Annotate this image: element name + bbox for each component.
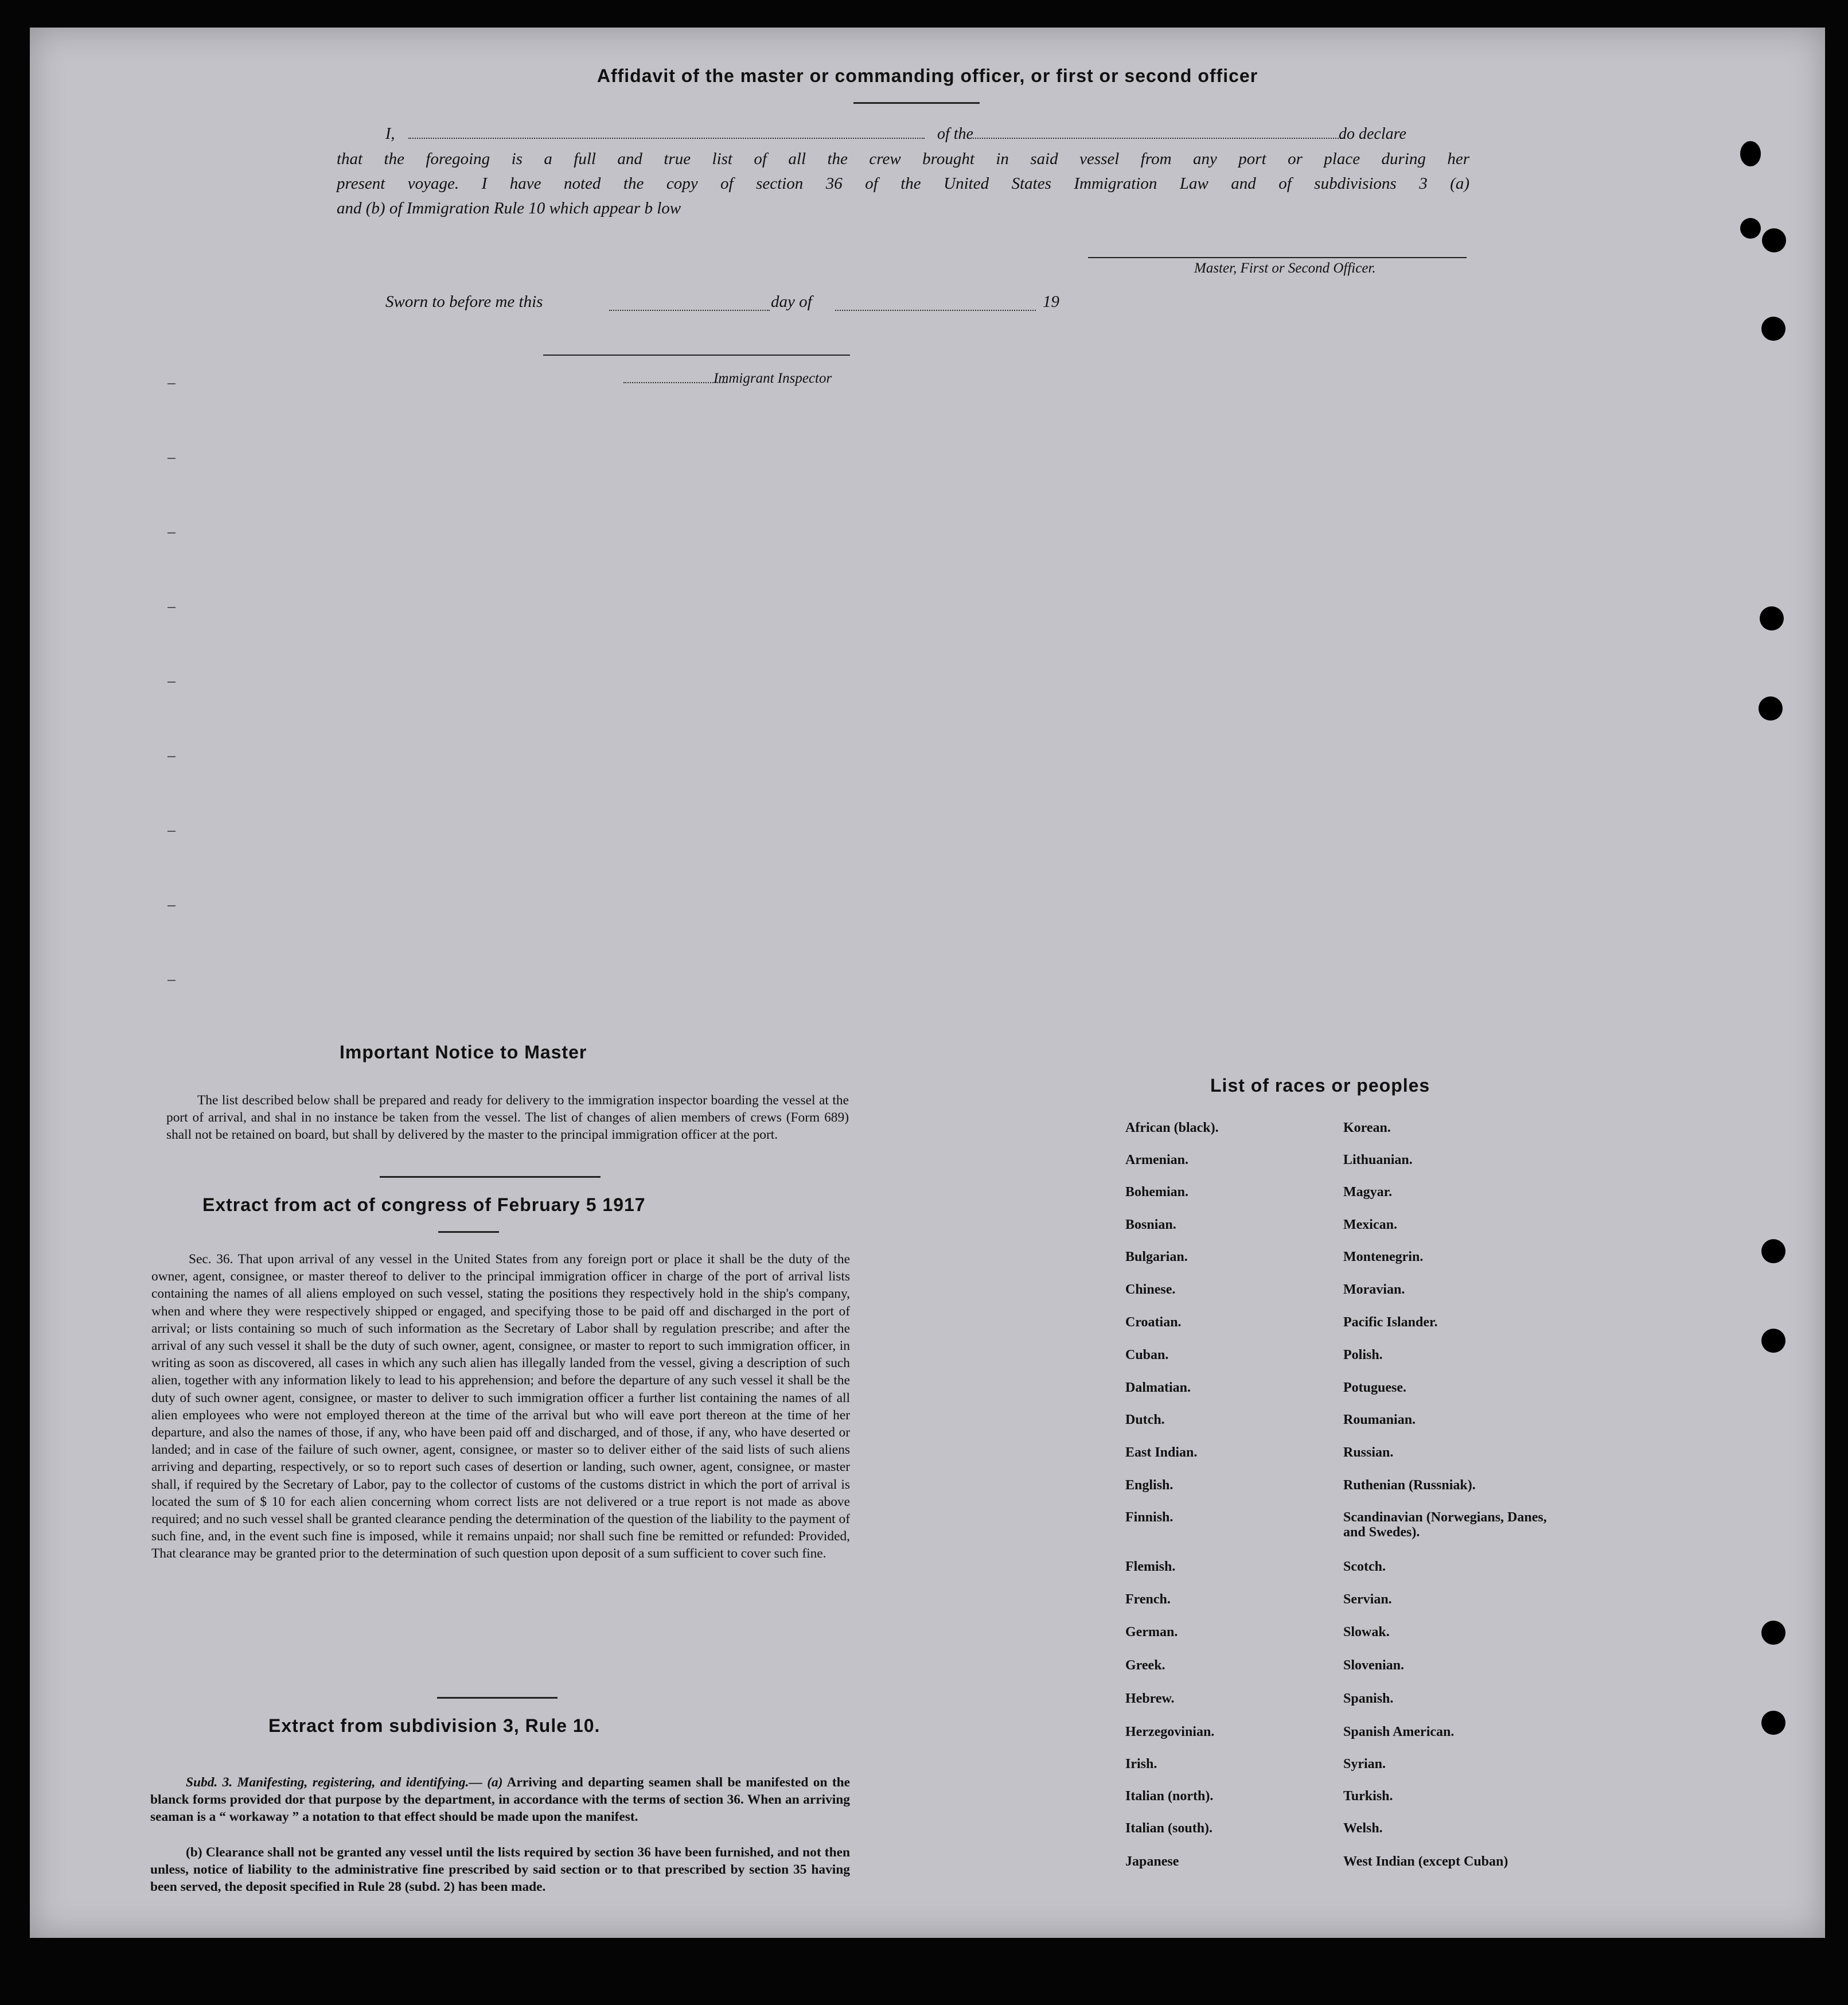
margin-tick	[167, 607, 176, 608]
rule-para-a-text: Arriving and departing seamen shall be manifested on the blanck forms provided dor that purpose by the department, in accordance with the terms of section 36. When an arriving seaman is a “ workaway ” a notation to that effect should be made upon the manifest.	[150, 1775, 850, 1824]
race-col2-item: Korean.	[1343, 1120, 1391, 1135]
race-col2-item: Scotch.	[1343, 1559, 1386, 1574]
races-title: List of races or peoples	[1210, 1075, 1430, 1096]
race-col2-item: Magyar.	[1343, 1185, 1393, 1200]
month-blank	[835, 310, 1036, 311]
margin-tick	[167, 756, 176, 757]
signature-line	[1088, 257, 1467, 258]
race-col2-item: Scandinavian (Norwegians, Danes, and Swedes).	[1343, 1510, 1547, 1540]
race-col2-item: Servian.	[1343, 1592, 1392, 1607]
signature-caption: Master, First or Second Officer.	[1194, 260, 1376, 276]
race-col1-item: Italian (north).	[1125, 1789, 1214, 1804]
race-col1-item: Finnish.	[1125, 1510, 1173, 1525]
race-col1-item: Dutch.	[1125, 1412, 1165, 1427]
margin-tick	[167, 682, 176, 683]
race-col1-item: Dalmatian.	[1125, 1380, 1191, 1395]
affidavit-title: Affidavit of the master or commanding officer, or first or second officer	[596, 65, 1258, 86]
race-col1-item: German.	[1125, 1625, 1178, 1640]
race-col1-item: English.	[1125, 1478, 1173, 1493]
race-col2-item: Slovenian.	[1343, 1658, 1405, 1673]
race-col1-item: Bosnian.	[1125, 1217, 1176, 1232]
margin-tick	[167, 905, 176, 906]
rule-para-a	[150, 1774, 850, 1825]
race-col2-item: Pacific Islander.	[1343, 1315, 1438, 1330]
punch-hole	[1761, 1329, 1785, 1353]
race-col2-item: Spanish.	[1343, 1691, 1394, 1706]
race-col1-item: Croatian.	[1125, 1315, 1182, 1330]
race-col1-item: Hebrew.	[1125, 1691, 1175, 1706]
margin-tick	[167, 980, 176, 981]
punch-hole	[1740, 141, 1761, 166]
notice-text: The list described below shall be prepared and ready for delivery to the immigration inspector boarding the vessel at the port of arrival, and shal in no instance be taken from the vessel. The list of changes of alien members of crews (Form 689) shall not be retained on board, but shall by delivered by the master to the principal immigration officer at the port.	[166, 1093, 849, 1142]
sworn-label: Sworn to before me this	[385, 293, 543, 311]
race-col1-item: Greek.	[1125, 1658, 1165, 1673]
affidavit-body-line1: that the foregoing is a full and true list of all the crew brought in said vessel from any port or place during her	[337, 150, 1469, 168]
race-col1-item: Bulgarian.	[1125, 1249, 1188, 1264]
race-col2-item: Roumanian.	[1343, 1412, 1416, 1427]
of-the-label: of the	[937, 125, 973, 143]
race-col1-item: Cuban.	[1125, 1348, 1169, 1362]
margin-tick	[167, 831, 176, 832]
race-col2-item: Spanish American.	[1343, 1724, 1455, 1739]
race-col1-item: Italian (south).	[1125, 1821, 1213, 1836]
race-col1-item: Flemish.	[1125, 1559, 1176, 1574]
race-col1-item: Chinese.	[1125, 1282, 1176, 1297]
i-label: I,	[385, 125, 395, 143]
affidavit-body-line2: present voyage. I have noted the copy of section 36 of the United States Immigration Law and of subdivisions 3 (a)	[337, 174, 1469, 193]
race-col2-item: Polish.	[1343, 1348, 1383, 1362]
year-prefix: 19	[1043, 293, 1059, 311]
race-col2-item: Syrian.	[1343, 1757, 1386, 1772]
day-of-label: day of	[771, 293, 812, 311]
do-declare-label: do declare	[1339, 125, 1406, 143]
punch-hole	[1761, 1621, 1785, 1645]
affidavit-body-line3: and (b) of Immigration Rule 10 which appear b low	[337, 199, 681, 217]
punch-hole	[1759, 696, 1783, 721]
race-col1-item: African (black).	[1125, 1120, 1219, 1135]
notice-title: Important Notice to Master	[340, 1042, 587, 1062]
inspector-line	[543, 355, 850, 356]
act-title: Extract from act of congress of February 5 1917	[202, 1194, 646, 1215]
race-col2-item: Slowak.	[1343, 1625, 1390, 1640]
race-col1-item: Herzegovinian.	[1125, 1724, 1215, 1739]
race-col1-item: Armenian.	[1125, 1153, 1188, 1167]
margin-tick	[167, 383, 176, 384]
race-col2-item: Russian.	[1343, 1445, 1394, 1460]
race-col2-item: Welsh.	[1343, 1821, 1383, 1836]
race-col2-item: Lithuanian.	[1343, 1153, 1413, 1167]
race-col1-item: Japanese	[1125, 1854, 1179, 1869]
race-col2-item: Moravian.	[1343, 1282, 1405, 1297]
punch-hole	[1740, 218, 1761, 239]
rule-para-b: (b) Clearance shall not be granted any vessel until the lists required by section 36 have been furnished, and not then unless, notice of liability to the administrative fine prescribed by said section or to that prescribed by section 35 having been served, the deposit specified in Rule 28 (subd. 2) has been made.	[150, 1845, 850, 1894]
race-col1-item: East Indian.	[1125, 1445, 1198, 1460]
race-col2-item: Turkish.	[1343, 1789, 1393, 1804]
punch-hole	[1761, 1711, 1785, 1735]
punch-hole	[1761, 1239, 1785, 1263]
punch-hole	[1762, 228, 1786, 252]
day-blank	[609, 310, 770, 311]
rule-title: Extract from subdivision 3, Rule 10.	[268, 1715, 601, 1736]
inspector-caption: Immigrant Inspector	[714, 371, 832, 386]
notice-divider	[380, 1176, 601, 1178]
name-blank	[408, 138, 925, 139]
rule-para-a-lead: Subd. 3. Manifesting, registering, and identifying.— (a)	[186, 1775, 503, 1790]
punch-hole	[1761, 317, 1785, 341]
document-page	[30, 28, 1825, 1938]
race-col2-item: West Indian (except Cuban)	[1343, 1854, 1508, 1869]
act-divider	[437, 1697, 557, 1699]
race-col2-item: Montenegrin.	[1343, 1249, 1424, 1264]
race-col2-item: Ruthenian (Russniak).	[1343, 1478, 1476, 1493]
margin-tick	[167, 458, 176, 459]
margin-tick	[167, 532, 176, 534]
race-col1-item: Bohemian.	[1125, 1185, 1189, 1200]
race-col1-item: Irish.	[1125, 1757, 1157, 1772]
inspector-dots	[623, 382, 727, 383]
act-text: Sec. 36. That upon arrival of any vessel in the United States from any foreign port or place it shall be the duty of the owner, agent, consignee, or master thereof to deliver to the principal immigration officer in charge of the port of arrival lists containing the names of all aliens employed on such vessel, stating the positions they respectively hold in the ship's company, when and where they were respectively shipped or engaged, and specifying those to be paid off and discharged in the port of arrival; or lists containing so much of such information as the Secretary of Labor shall by regulation prescribe; and after the arrival of any such vessel it shall be the duty of such owner, agent, consignee, or master to report to such immigration officer, in writing as soon as discovered, all cases in which any such alien has illegally landed from the vessel, giving a description of such alien, together with any information likely to lead to his apprehension; and before the departure of any such vessel it shall be the duty of such owner agent, consignee, or master to deliver to such immigration officer a further list containing the names of all alien employees who were not employed thereon at the time of the arrival but who will eave port thereon at the time of her departure, and also the names of those, if any, who have been paid off and discharged, and of those, if any, who have deserted or landed; and in case of the failure of such owner, agent, consignee, or master so to deliver either of the said lists of such aliens arriving and departing, respectively, or so to report such cases of desertion or landing, such owner, agent, consignee, or master shall, if required by the Secretary of Labor, pay to the collector of customs of the customs district in which the port of arrival is located the sum of $ 10 for each alien concerning whom correct lists are not delivered or a true report is not made as above required; and no such vessel shall be granted clearance pending the determination of the question of the liability to the payment of such fine, and, in the event such fine is imposed, while it remains unpaid; nor shall such fine be remitted or refunded: Provided, That clearance may be granted prior to the determination of such question upon deposit of a sum sufficient to cover such fine.	[151, 1252, 850, 1562]
vessel-blank	[970, 138, 1343, 139]
act-underline	[438, 1231, 499, 1233]
title-underline	[853, 102, 980, 104]
punch-hole	[1760, 606, 1784, 630]
race-col2-item: Potuguese.	[1343, 1380, 1406, 1395]
race-col1-item: French.	[1125, 1592, 1171, 1607]
race-col2-item: Mexican.	[1343, 1217, 1397, 1232]
